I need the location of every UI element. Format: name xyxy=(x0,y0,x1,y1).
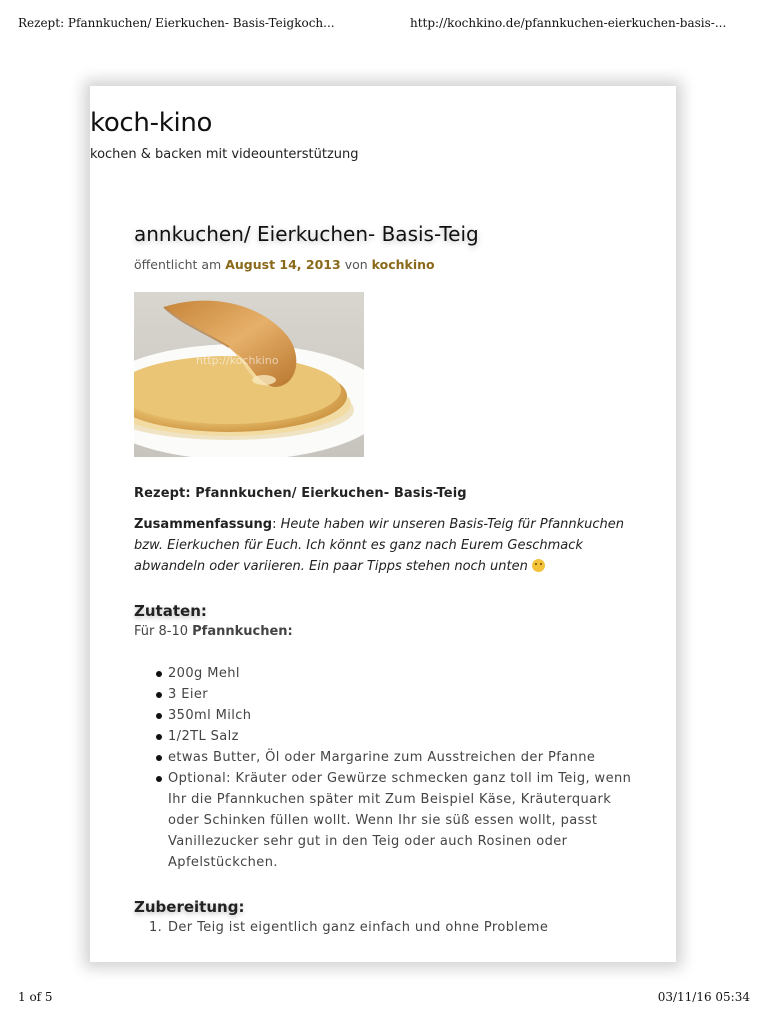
ingredient-item: 200g Mehl xyxy=(134,663,634,684)
summary-label: Zusammenfassung xyxy=(134,517,273,532)
pancake-illustration xyxy=(134,292,364,457)
wink-emoji-icon xyxy=(532,559,545,572)
summary-text: Heute haben wir unseren Basis-Teig für Pfannkuchen bzw. Eierkuchen für Euch. Ich könnt es ganz nach Eurem Geschmack abwandeln oder variieren. Ein paar Tipps stehen noch unten xyxy=(134,517,625,574)
site-description: kochen & backen mit videounterstützung xyxy=(90,147,359,162)
serving-prefix: Für 8-10 xyxy=(134,624,188,639)
post-meta xyxy=(134,257,435,272)
step-number: 1. xyxy=(149,920,163,935)
ingredient-item: Optional: Kräuter oder Gewürze schmecken ganz toll im Teig, wenn Ihr die Pfannkuchen später mit Zum Beispiel Käse, Kräuterquark oder Schinken füllen wollt. Wenn Ihr sie süß essen wollt, passt Vanillezucker sehr gut in den Teig oder auch Rosinen oder Apfelstückchen. xyxy=(134,768,634,873)
preparation-heading: Zubereitung: xyxy=(134,898,245,916)
step-text: Der Teig ist eigentlich ganz einfach und ohne Probleme xyxy=(168,920,549,935)
steps-list xyxy=(134,917,634,938)
serving-line xyxy=(134,621,634,642)
print-page-url: http://kochkino.de/pfannkuchen-eierkuchen-basis-... xyxy=(410,16,727,30)
summary-paragraph xyxy=(134,514,634,577)
print-page-title: Rezept: Pfannkuchen/ Eierkuchen- Basis-Teigkoch... xyxy=(18,16,335,30)
summary-separator: : xyxy=(272,517,277,532)
post-title[interactable]: annkuchen/ Eierkuchen- Basis-Teig xyxy=(134,222,479,246)
post-meta-by: von xyxy=(344,257,368,272)
post-author-link[interactable]: kochkino xyxy=(371,257,435,272)
step-item xyxy=(134,917,634,938)
post-content xyxy=(134,483,634,938)
ingredients-heading: Zutaten: xyxy=(134,602,207,620)
recipe-heading: Rezept: Pfannkuchen/ Eierkuchen- Basis-Teig xyxy=(134,486,467,501)
ingredient-item: 1/2TL Salz xyxy=(134,726,634,747)
post-meta-prefix: öffentlicht am xyxy=(134,257,222,272)
page-counter: 1 of 5 xyxy=(18,990,53,1004)
page-sheet xyxy=(90,86,676,962)
ingredient-item: etwas Butter, Öl oder Margarine zum Ausstreichen der Pfanne xyxy=(134,747,634,768)
ingredient-item: 350ml Milch xyxy=(134,705,634,726)
print-datetime: 03/11/16 05:34 xyxy=(657,990,750,1004)
ingredients-list xyxy=(134,663,634,873)
image-watermark: http://kochkino xyxy=(196,354,279,367)
post-date-link[interactable]: August 14, 2013 xyxy=(225,257,341,272)
site-title[interactable]: koch-kino xyxy=(90,108,213,138)
pancake-photo xyxy=(134,292,364,457)
ingredient-item: 3 Eier xyxy=(134,684,634,705)
serving-bold: Pfannkuchen: xyxy=(192,624,293,639)
